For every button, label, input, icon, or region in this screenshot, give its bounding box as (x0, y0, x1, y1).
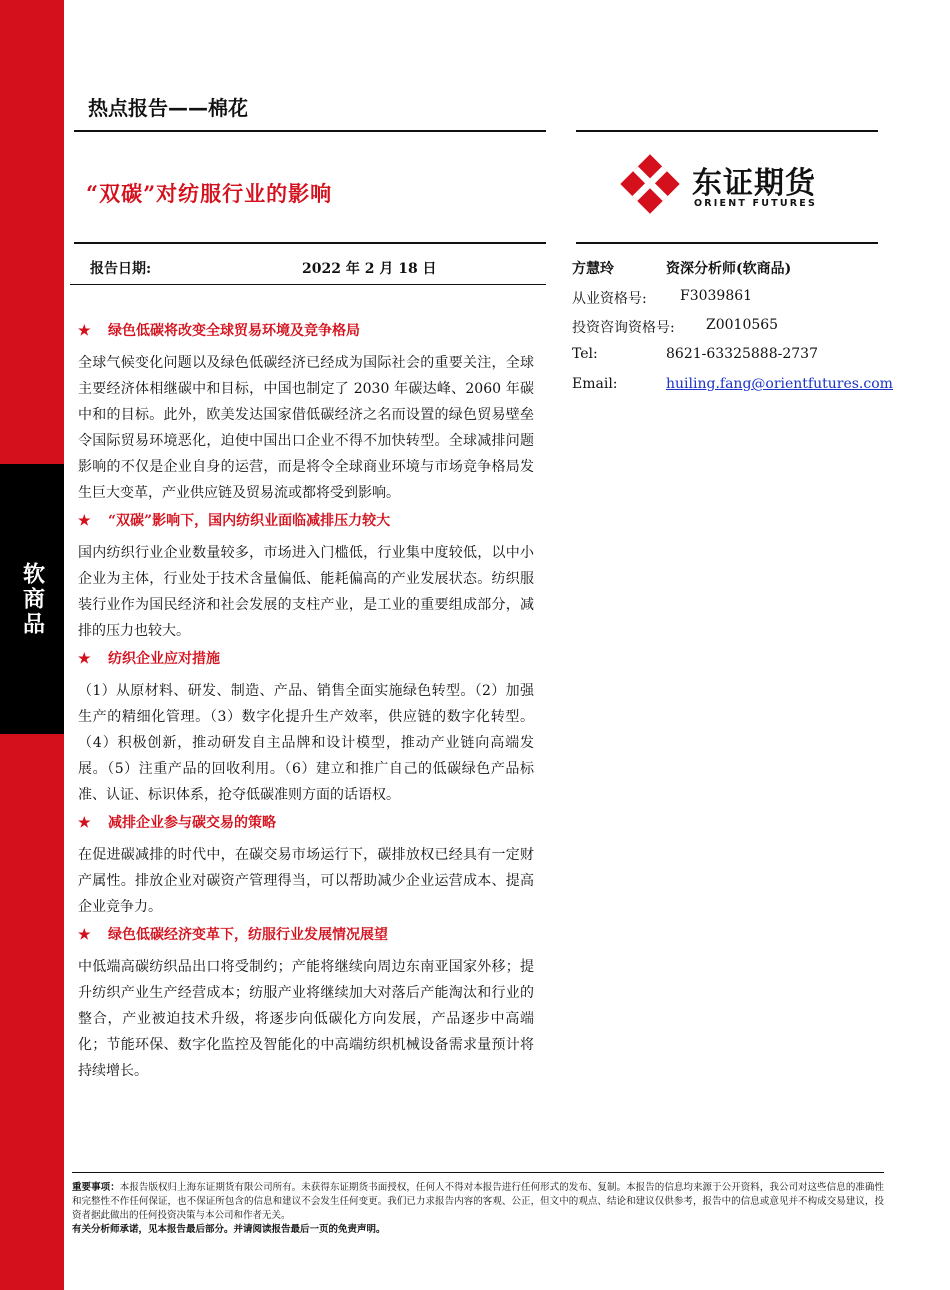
section-heading (78, 646, 534, 672)
star-icon: ★ (78, 927, 91, 943)
qualification-value: F3039861 (680, 288, 753, 304)
analyst-name: 方慧玲 (572, 261, 614, 277)
header-rule-left (74, 130, 546, 132)
tel-value: 8621-63325888-2737 (666, 346, 818, 362)
section-heading (78, 810, 534, 836)
section-heading (78, 922, 534, 948)
report-date-label: 报告日期: (90, 261, 152, 277)
section-heading-text: “双碳”影响下，国内纺织业面临减排压力较大 (108, 513, 391, 529)
logo-name-en: ORIENT FUTURES (694, 198, 817, 209)
section-paragraph: 国内纺织行业企业数量较多，市场进入门槛低，行业集中度较低，以中小企业为主体，行业处于技术含量偏低、能耗偏高的产业发展状态。纺织服装行业作为国民经济和社会发展的支柱产业，是工业的重要组成部分，减排的压力也较大。 (78, 545, 534, 639)
disclaimer (72, 1172, 884, 1237)
star-icon: ★ (78, 323, 91, 339)
section-heading-text: 绿色低碳将改变全球贸易环境及竞争格局 (108, 323, 360, 339)
disclaimer-footer: 有关分析师承诺，见本报告最后部分。并请阅读报告最后一页的免责声明。 (72, 1224, 386, 1235)
logo-name-cn: 东证期货 (692, 166, 816, 201)
star-icon: ★ (78, 815, 91, 831)
header-rule-right (576, 130, 878, 132)
section-heading-text: 纺织企业应对措施 (108, 651, 220, 667)
report-type: 热点报告——棉花 (88, 96, 248, 120)
section-heading (78, 508, 534, 534)
date-rule-right (576, 242, 878, 244)
sector-label: 软商品 (19, 561, 45, 637)
report-body (78, 318, 534, 1086)
section-heading (78, 318, 534, 344)
report-date-value: 2022 年 2 月 18 日 (302, 261, 437, 277)
consulting-value: Z0010565 (706, 317, 779, 333)
consulting-label: 投资咨询资格号: (572, 320, 675, 336)
page-title: “双碳”对纺服行业的影响 (86, 181, 333, 206)
disclaimer-label: 重要事项： (72, 1182, 120, 1193)
email-label: Email: (572, 376, 618, 392)
star-icon: ★ (78, 651, 91, 667)
section-heading-text: 减排企业参与碳交易的策略 (108, 815, 276, 831)
qualification-label: 从业资格号: (572, 291, 647, 307)
tel-label: Tel: (572, 346, 598, 362)
section-paragraph: 全球气候变化问题以及绿色低碳经济已经成为国际社会的重要关注，全球主要经济体相继碳中和目标，中国也制定了 2030 年碳达峰、2060 年碳中和的目标。此外，欧美发达国家借低碳经济之名而设置的绿色贸易壁垒令国际贸易环境恶化，迫使中国出口企业不得不加快转型。全球减排问题影响的不仅是企业自身的运营，而是将令全球商业环境与市场竞争格局发生巨大变革，产业供应链及贸易流或都将受到影响。 (78, 355, 534, 501)
star-icon: ★ (78, 513, 91, 529)
section-paragraph: 在促进碳减排的时代中，在碳交易市场运行下，碳排放权已经具有一定财产属性。排放企业对碳资产管理得当，可以帮助减少企业运营成本、提高企业竞争力。 (78, 847, 534, 915)
analyst-role: 资深分析师(软商品) (666, 261, 792, 277)
logo-mark-icon (618, 152, 682, 216)
date-rule-left (74, 242, 546, 244)
section-heading-text: 绿色低碳经济变革下，纺服行业发展情况展望 (108, 927, 388, 943)
section-paragraph: （1）从原材料、研发、制造、产品、销售全面实施绿色转型。（2）加强生产的精细化管理。（3）数字化提升生产效率，供应链的数字化转型。（4）积极创新，推动研发自主品牌和设计模型，推动产业链向高端发展。（5）注重产品的回收利用。（6）建立和推广自己的低碳绿色产品标准、认证、标识体系，抢夺低碳准则方面的话语权。 (78, 683, 534, 803)
section-paragraph: 中低端高碳纺织品出口将受制约；产能将继续向周边东南亚国家外移；提升纺织产业生产经营成本；纺服产业将继续加大对落后产能淘汰和行业的整合，产业被迫技术升级，将逐步向低碳化方向发展，产品逐步中高端化；节能环保、数字化监控及智能化的中高端纺织机械设备需求量预计将持续增长。 (78, 959, 534, 1079)
email-link[interactable]: huiling.fang@orientfutures.com (666, 376, 893, 392)
date-underline (70, 284, 546, 285)
company-logo (618, 152, 858, 216)
disclaimer-text: 本报告版权归上海东证期货有限公司所有。未获得东证期货书面授权，任何人不得对本报告进行任何形式的发布、复制。本报告的信息均来源于公开资料，我公司对这些信息的准确性和完整性不作任何保证，也不保证所包含的信息和建议不会发生任何变更。我们已力求报告内容的客观、公正，但文中的观点、结论和建议仅供参考，报告中的信息或意见并不构成交易建议，投资者据此做出的任何投资决策与本公司和作者无关。 (72, 1182, 884, 1221)
sector-tab (0, 464, 64, 734)
